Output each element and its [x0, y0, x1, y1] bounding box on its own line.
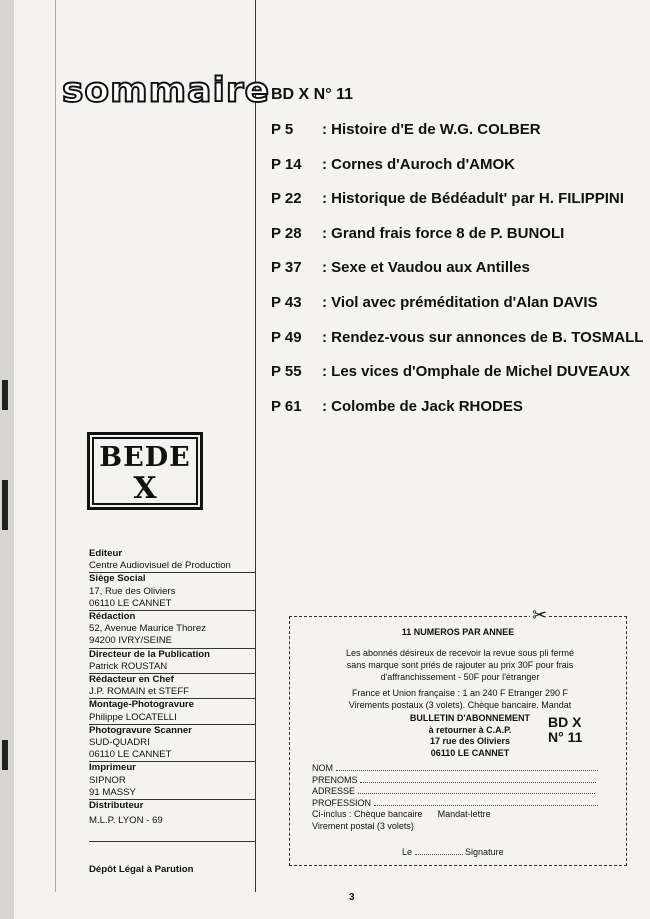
page-binding [0, 0, 14, 919]
credit-block [89, 762, 256, 800]
coupon-body [310, 647, 610, 683]
credit-title: Rédacteur en Chef [89, 674, 174, 686]
credit-line: Philippe LOCATELLI [89, 711, 177, 723]
margin-rule [55, 0, 56, 892]
credit-line: 17, Rue des Oliviers [89, 585, 176, 597]
toc-item [271, 156, 643, 191]
credit-line: J.P. ROMAIN et STEFF [89, 686, 190, 698]
credit-title: Photogravure Scanner [89, 724, 192, 736]
toc-item [271, 363, 643, 398]
credit-block [89, 725, 256, 763]
credit-block [89, 800, 256, 842]
signature-label: Signature [465, 847, 504, 857]
bulletin-line: 17 rue des Oliviers [429, 736, 511, 746]
subscription-coupon [289, 605, 627, 866]
coupon-body-line: d'affranchissement - 50F pour l'étranger [380, 672, 540, 682]
coupon-body-line: sans marque sont priés de rajouter au prix 30F pour frais [346, 660, 574, 670]
page-number: 3 [349, 892, 355, 903]
coupon-issue-label [548, 715, 582, 745]
logo-line-1: BEDE [99, 442, 191, 473]
toc-item [271, 225, 643, 260]
toc-page: P 14 [271, 155, 302, 173]
toc-page: P 37 [271, 259, 302, 277]
sommaire-title: sommaire [62, 71, 270, 110]
toc-page: P 55 [271, 363, 302, 381]
field-label: ADRESSE [312, 786, 356, 796]
credit-title: Rédaction [89, 611, 136, 623]
form-row-prenoms[interactable] [312, 775, 612, 787]
credit-line: SIPNOR [89, 774, 126, 786]
credit-line: Patrick ROUSTAN [89, 660, 168, 672]
credit-block [89, 573, 256, 611]
toc-title: : Cornes d'Auroch d'AMOK [322, 155, 515, 173]
toc-page: P 43 [271, 293, 302, 311]
toc-item [271, 190, 643, 225]
toc-item [271, 398, 643, 433]
payment-cheque: Ci-inclus : Chèque bancaire [312, 809, 423, 819]
credit-line: M.L.P. LYON - 69 [89, 815, 163, 827]
credit-block [89, 699, 256, 724]
credit-block [89, 611, 256, 649]
field-line[interactable] [336, 763, 598, 771]
credit-block [89, 649, 256, 674]
field-line[interactable] [358, 786, 595, 794]
toc-title: : Les vices d'Omphale de Michel DUVEAUX [322, 363, 630, 381]
form-row-nom[interactable] [312, 763, 612, 775]
credit-line: 91 MASSY [89, 786, 136, 798]
toc-item [271, 121, 643, 156]
date-label: Le [402, 847, 413, 857]
coupon-rate-line: Virements postaux (3 volets). Chèque bancaire. Mandat [348, 700, 572, 710]
credit-title: Editeur [89, 548, 123, 559]
payment-mandat: Mandat-lettre [437, 809, 491, 819]
signature-row [402, 847, 504, 857]
bulletin-address [390, 713, 550, 759]
coupon-body-line: Les abonnés désireux de recevoir la revue sous pli fermé [345, 648, 575, 658]
toc-page: P 61 [271, 397, 302, 415]
coupon-rates [310, 687, 610, 711]
credits-box [89, 548, 256, 842]
toc-title: : Sexe et Vaudou aux Antilles [322, 259, 530, 277]
coupon-rate-line: France et Union française : 1 an 240 F Etranger 290 F [351, 688, 569, 698]
coupon-form [312, 763, 612, 832]
bede-x-logo [87, 432, 203, 510]
toc-title: : Grand frais force 8 de P. BUNOLI [322, 224, 565, 242]
depot-legal: Dépôt Légal à Parution [89, 864, 194, 875]
payment-options [312, 809, 612, 821]
magazine-page [14, 0, 650, 919]
toc-title: : Viol avec préméditation d'Alan DAVIS [322, 293, 598, 311]
field-line[interactable] [374, 798, 598, 806]
field-line[interactable] [360, 775, 596, 783]
form-row-adresse[interactable] [312, 786, 612, 798]
toc-item [271, 294, 643, 329]
credit-block [89, 674, 256, 699]
table-of-contents [271, 121, 643, 432]
field-label: NOM [312, 763, 333, 773]
toc-title: : Historique de Bédéadult' par H. FILIPPINI [322, 190, 624, 208]
credit-line: 06110 LE CANNET [89, 597, 172, 609]
toc-page: P 49 [271, 328, 302, 346]
toc-item [271, 259, 643, 294]
form-row-profession[interactable] [312, 798, 612, 810]
date-line[interactable] [415, 847, 463, 855]
scissors-icon: ✂ [532, 605, 548, 625]
toc-page: P 28 [271, 224, 302, 242]
bulletin-line: BULLETIN D'ABONNEMENT [409, 713, 531, 723]
toc-page: P 22 [271, 190, 302, 208]
credit-line: SUD-QUADRI [89, 737, 150, 749]
toc-title: : Rendez-vous sur annonces de B. TOSMALL [322, 328, 644, 346]
payment-virement: Virement postal (3 volets) [312, 820, 414, 831]
credit-title: Siège Social [89, 573, 146, 585]
coupon-heading: 11 NUMEROS PAR ANNEE [401, 627, 515, 637]
field-label: PRENOMS [312, 774, 358, 785]
logo-line-2: X [133, 471, 157, 506]
coupon-issue-title: BD X [548, 714, 582, 730]
credit-title: Directeur de la Publication [89, 648, 211, 660]
credit-line: Centre Audiovisuel de Production [89, 560, 231, 572]
credit-title: Distributeur [89, 800, 144, 812]
issue-heading: BD X N° 11 [271, 86, 353, 103]
credit-line: 94200 IVRY/SEINE [89, 635, 173, 647]
credit-title: Imprimeur [89, 762, 136, 774]
toc-title: : Histoire d'E de W.G. COLBER [322, 121, 541, 138]
field-label: PROFESSION [312, 797, 372, 808]
toc-page: P 5 [271, 121, 294, 138]
credit-line: 06110 LE CANNET [89, 749, 172, 761]
toc-item [271, 329, 643, 364]
bulletin-line: à retourner à C.A.P. [428, 724, 512, 735]
credit-title: Montage-Photogravure [89, 699, 195, 711]
credit-block [89, 548, 256, 573]
coupon-issue-number: N° 11 [548, 729, 583, 745]
toc-title: : Colombe de Jack RHODES [322, 397, 523, 415]
bulletin-line: 06110 LE CANNET [430, 747, 510, 758]
credit-line: 52, Avenue Maurice Thorez [89, 623, 206, 635]
